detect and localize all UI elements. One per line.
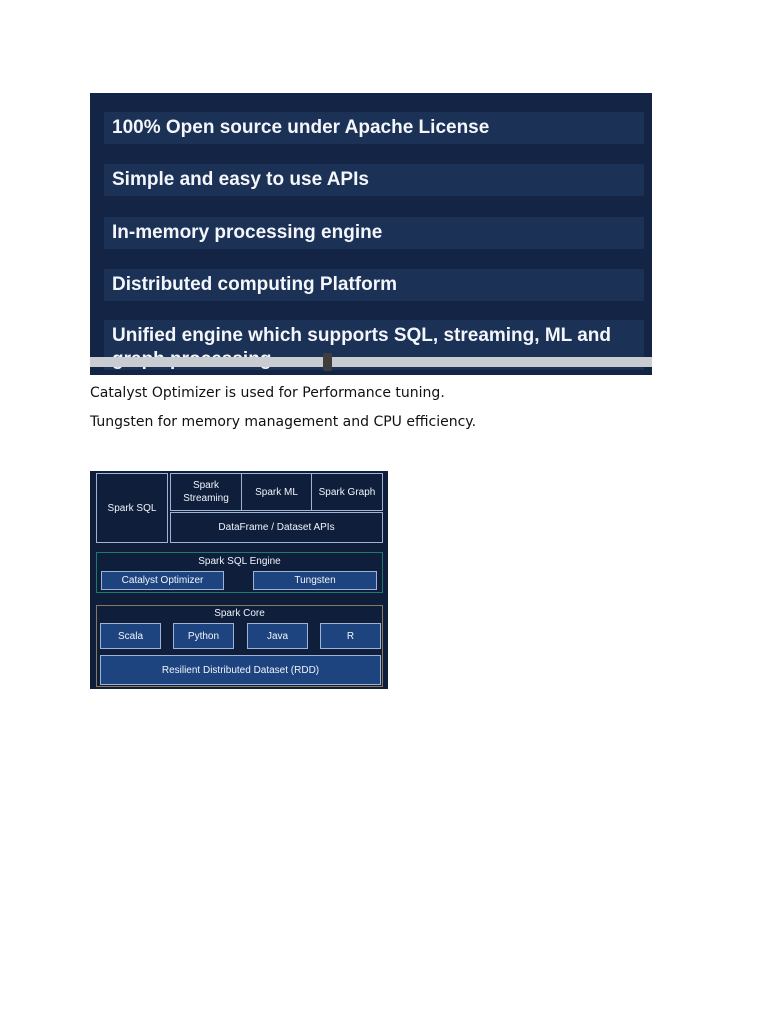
spark-streaming-box: Spark Streaming — [170, 473, 242, 511]
tungsten-paragraph: Tungsten for memory management and CPU efficiency. — [90, 414, 477, 430]
spark-sql-box: Spark SQL — [96, 473, 168, 543]
java-box: Java — [247, 623, 308, 649]
r-box: R — [320, 623, 381, 649]
video-scrollbar[interactable] — [90, 357, 652, 367]
rdd-box: Resilient Distributed Dataset (RDD) — [100, 655, 381, 685]
feature-distributed: Distributed computing Platform — [104, 269, 644, 301]
spark-sql-engine-title: Spark SQL Engine — [198, 556, 281, 567]
spark-core-group — [96, 605, 383, 687]
scala-box: Scala — [100, 623, 161, 649]
feature-unified-engine: Unified engine which supports SQL, streaming, ML and — [104, 320, 644, 370]
spark-graph-box: Spark Graph — [311, 473, 383, 511]
feature-open-source: 100% Open source under Apache License — [104, 112, 644, 144]
dataframe-api-box: DataFrame / Dataset APIs — [170, 512, 383, 543]
spark-features-slide — [90, 93, 652, 375]
feature-simple-apis: Simple and easy to use APIs — [104, 164, 644, 196]
scrollbar-thumb[interactable] — [323, 353, 332, 371]
spark-core-title: Spark Core — [214, 608, 265, 619]
spark-sql-engine-group — [96, 552, 383, 593]
catalyst-paragraph: Catalyst Optimizer is used for Performance tuning. — [90, 385, 445, 401]
feature-in-memory: In-memory processing engine — [104, 217, 644, 249]
python-box: Python — [173, 623, 234, 649]
catalyst-optimizer-box: Catalyst Optimizer — [101, 571, 224, 590]
spark-ml-box: Spark ML — [241, 473, 312, 511]
spark-architecture-diagram — [90, 471, 388, 689]
tungsten-box: Tungsten — [253, 571, 377, 590]
